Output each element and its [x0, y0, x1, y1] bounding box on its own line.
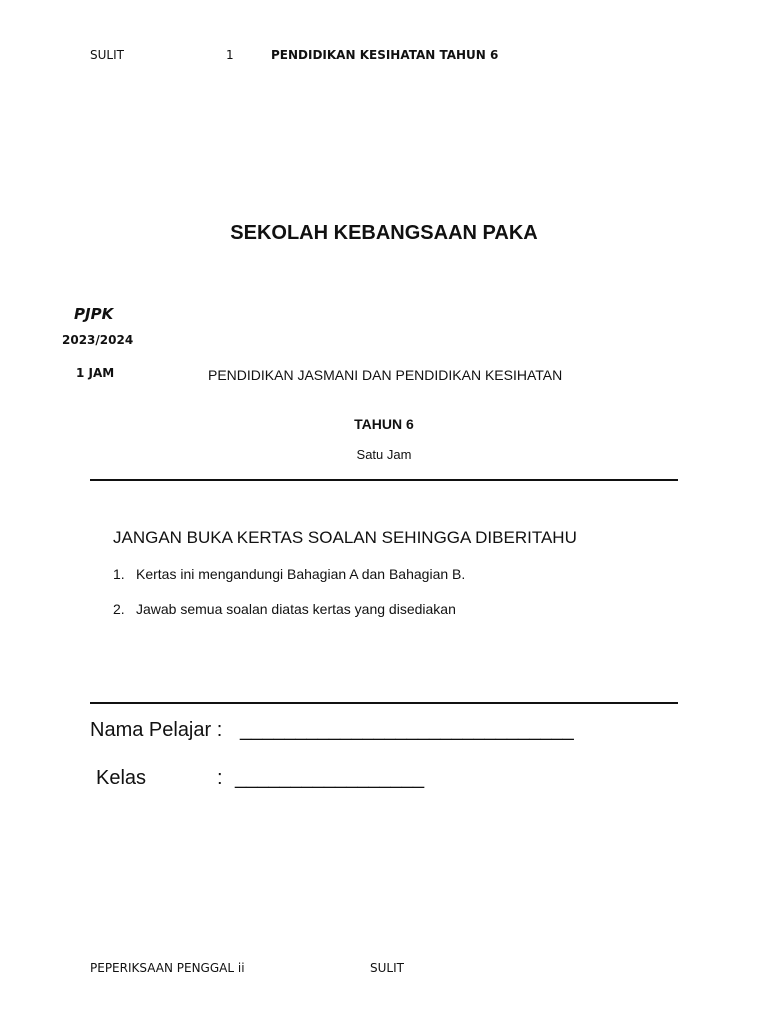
header-title: PENDIDIKAN KESIHATAN TAHUN 6: [271, 48, 499, 62]
class-field[interactable]: _________________: [235, 767, 425, 789]
header-classification: SULIT: [90, 48, 124, 62]
student-name-field[interactable]: ______________________________: [240, 719, 574, 741]
school-name: SEKOLAH KEBANGSAAN PAKA: [230, 222, 538, 244]
header-page-number: 1: [226, 48, 234, 62]
subject-name: PENDIDIKAN JASMANI DAN PENDIDIKAN KESIHATAN: [208, 367, 563, 383]
footer-classification: SULIT: [370, 961, 404, 975]
divider-bottom: [90, 702, 678, 704]
warning-text: JANGAN BUKA KERTAS SOALAN SEHINGGA DIBERITAHU: [113, 528, 577, 547]
duration-words: Satu Jam: [356, 447, 412, 462]
class-colon: :: [217, 767, 223, 789]
instruction-number: 2.: [113, 601, 125, 617]
divider-top: [90, 479, 678, 481]
instruction-number: 1.: [113, 566, 125, 582]
student-name-label: Nama Pelajar :: [90, 719, 223, 741]
grade-level: TAHUN 6: [354, 416, 414, 432]
instruction-item: [113, 566, 465, 582]
exam-duration: 1 JAM: [76, 366, 115, 380]
academic-year: 2023/2024: [62, 333, 134, 347]
instruction-text: Kertas ini mengandungi Bahagian A dan Bahagian B.: [136, 566, 466, 582]
instruction-text: Jawab semua soalan diatas kertas yang disediakan: [136, 601, 456, 617]
class-label: Kelas: [96, 767, 147, 789]
footer-exam-label: PEPERIKSAAN PENGGAL ii: [90, 961, 245, 975]
subject-code: PJPK: [74, 305, 114, 323]
instruction-item: [113, 601, 456, 617]
